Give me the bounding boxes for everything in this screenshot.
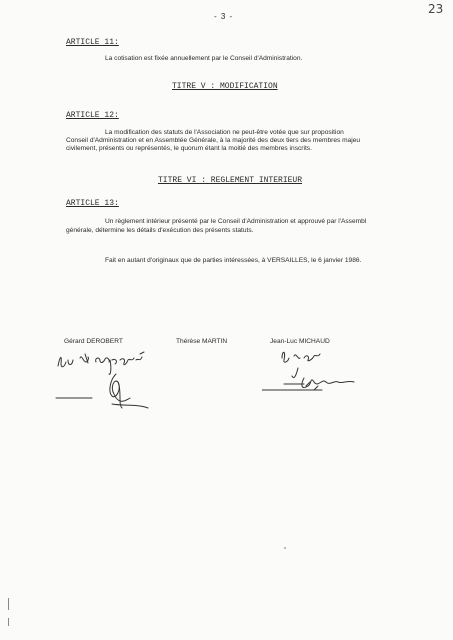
- titre-v-heading: TITRE V : MODIFICATION: [172, 82, 278, 91]
- closing-statement: Fait en autant d'originaux que de parties intéressées, à VERSAILLES, le 6 janvier 1986.: [105, 257, 362, 264]
- signatory-martin: Thérèse MARTIN: [176, 338, 228, 345]
- article-13-line-2: générale, détermine les détails d'exécution des présents statuts.: [66, 227, 254, 234]
- article-12-heading: ARTICLE 12:: [66, 111, 119, 120]
- article-12-line-1: La modification des statuts de l'Association ne peut-être votée que sur proposition: [105, 129, 344, 136]
- article-11-text: La cotisation est fixée annuellement par le Conseil d'Administration.: [105, 55, 303, 62]
- article-13-heading: ARTICLE 13:: [66, 199, 119, 208]
- signature-michaud: [262, 346, 372, 396]
- margin-mark: [8, 598, 9, 610]
- signatory-derobert: Gérard DEROBERT: [64, 338, 123, 345]
- folio-number: 23: [428, 2, 444, 16]
- ink-speck: [284, 547, 286, 549]
- margin-mark: [8, 618, 9, 626]
- article-12-line-3: civilement, présents ou représentés, le quorum étant la moitié des membres inscrits.: [66, 145, 312, 152]
- signature-derobert: [52, 348, 182, 418]
- article-12-line-2: Conseil d'Administration et en Assemblée Générale, à la majorité des deux tiers des membres majeu: [66, 137, 361, 144]
- article-13-line-1: Un règlement intérieur présenté par le Conseil d'Administration et approuvé par l'Assembl: [105, 218, 367, 225]
- signatory-michaud: Jean-Luc MICHAUD: [270, 338, 330, 345]
- titre-vi-heading: TITRE VI : REGLEMENT INTERIEUR: [158, 176, 303, 185]
- page-number: - 3 -: [214, 12, 234, 21]
- article-11-heading: ARTICLE 11:: [66, 38, 119, 47]
